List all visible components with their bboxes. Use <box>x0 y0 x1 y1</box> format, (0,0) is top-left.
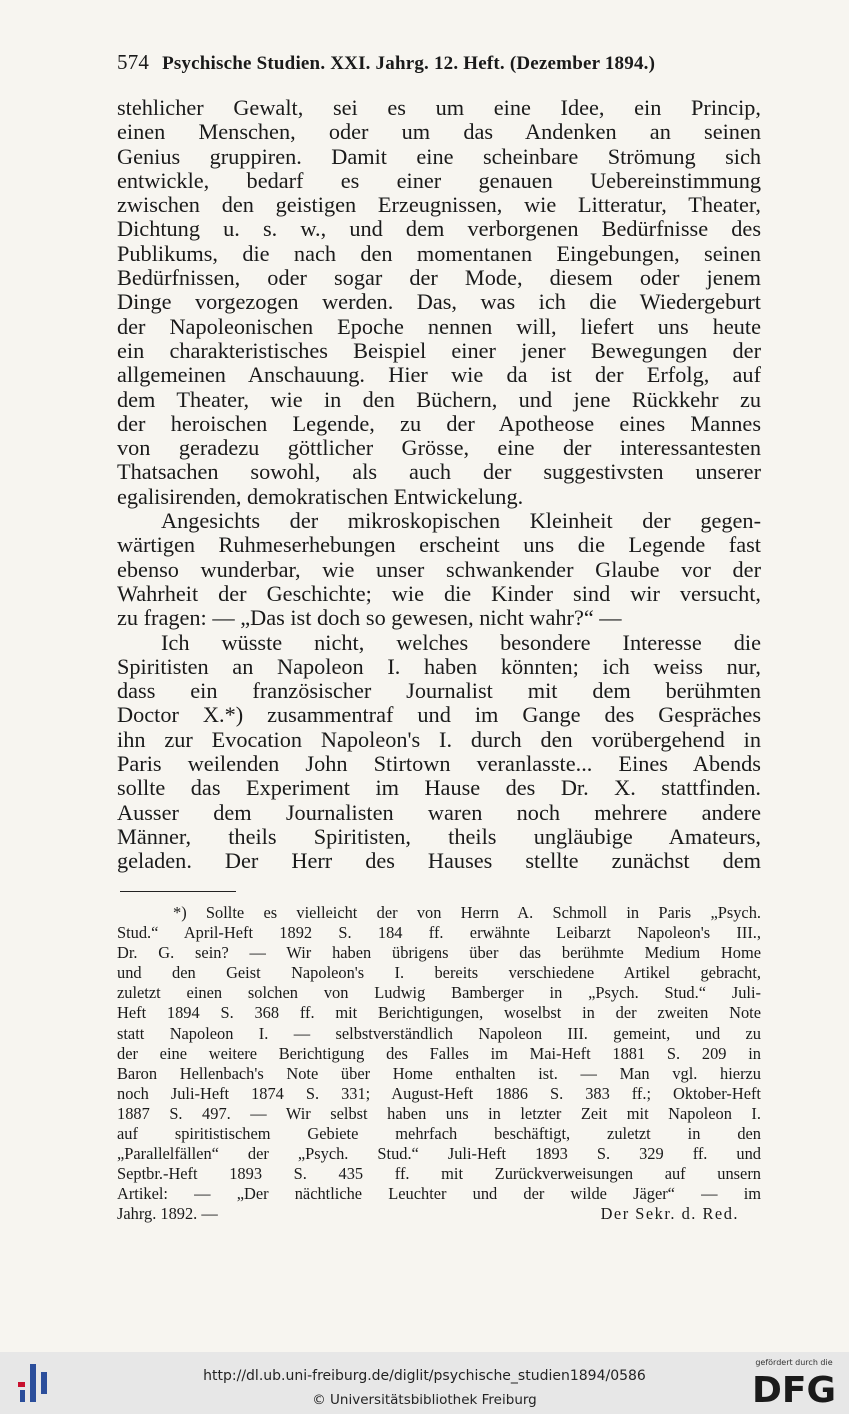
svg-text:DFG: DFG <box>751 1370 837 1407</box>
body-line: ebenso wunderbar, wie unser schwankender Glaube vor der <box>117 557 761 582</box>
body-line: von geradezu göttlicher Grösse, eine der interessantesten <box>117 436 761 461</box>
editor-signature: Der Sekr. d. Red. <box>600 1204 739 1224</box>
footnote-line: der eine weitere Berichtigung des Falles im Mai-Heft 1881 S. 209 in <box>117 1043 761 1063</box>
footnote-line: Heft 1894 S. 368 ff. mit Berichtigungen, woselbst in der zweiten Note <box>117 1003 761 1023</box>
page-number: 574 <box>117 50 150 74</box>
body-line: sollte das Experiment im Hause des Dr. X. stattfinden. <box>117 776 761 801</box>
running-title: Psychische Studien. XXI. Jahrg. 12. Heft. (Dezember 1894.) <box>162 53 656 74</box>
footnote <box>117 903 761 1225</box>
running-header <box>117 50 767 75</box>
body-line: Ich wüsste nicht, welches besondere Interesse die <box>161 630 761 655</box>
footnote-line: *) Sollte es vielleicht der von Herrn A. Schmoll in Paris „Psych. <box>173 903 761 922</box>
footnote-line: Jahrg. 1892. — <box>117 1204 218 1224</box>
body-line: Dichtung u. s. w., und dem verborgenen Bedürfnisse des <box>117 217 761 242</box>
body-line: der Napoleonischen Epoche nennen will, liefert uns heute <box>117 314 761 339</box>
footnote-line: noch Juli-Heft 1874 S. 331; August-Heft 1886 S. 383 ff.; Oktober-Heft <box>117 1083 761 1103</box>
body-line: Bedürfnissen, oder sogar der Mode, diesem oder jenem <box>117 266 761 291</box>
body-line: Männer, theils Spiritisten, theils ungläubige Amateurs, <box>117 824 761 849</box>
footnote-line: Artikel: — „Der nächtliche Leuchter und der wilde Jäger“ — im <box>117 1184 761 1204</box>
body-line: ein charakteristisches Beispiel einer jener Bewegungen der <box>117 338 761 363</box>
body-line: ihn zur Evocation Napoleon's I. durch den vorübergehend in <box>117 727 761 752</box>
body-line: wärtigen Ruhmeserhebungen erscheint uns die Legende fast <box>117 533 761 558</box>
copyright-notice: © Universitätsbibliothek Freiburg <box>312 1392 537 1408</box>
body-line: dass ein französischer Journalist mit dem berühmten <box>117 679 761 704</box>
body-line: Publikums, die nach den momentanen Eingebungen, seinen <box>117 241 761 266</box>
footnote-line: auf spiritistischem Gebiete mehrfach beschäftigt, zuletzt in den <box>117 1124 761 1144</box>
body-line: Thatsachen sowohl, als auch der suggestivsten unserer <box>117 460 761 485</box>
body-line: einen Menschen, oder um das Andenken an seinen <box>117 120 761 145</box>
footnote-line: „Parallelfällen“ der „Psych. Stud.“ Juli-Heft 1893 S. 329 ff. und <box>117 1144 761 1164</box>
body-line: Doctor X.*) zusammentraf und im Gange des Gespräches <box>117 703 761 728</box>
footnote-line: Dr. G. sein? — Wir haben übrigens über das berühmte Medium Home <box>117 943 761 963</box>
permalink-url[interactable]: http://dl.ub.uni-freiburg.de/diglit/psychische_studien1894/0586 <box>203 1368 646 1384</box>
dfg-funding-badge <box>748 1358 840 1410</box>
viewer-footer <box>0 1352 849 1414</box>
footnote-line: zuletzt einen solchen von Ludwig Bamberger in „Psych. Stud.“ Juli- <box>117 983 761 1003</box>
body-line: egalisirenden, demokratischen Entwickelung. <box>117 484 524 509</box>
footnote-separator <box>120 891 236 892</box>
body-line: Ausser dem Journalisten waren noch mehrere andere <box>117 800 761 825</box>
footnote-closing-line <box>117 1204 761 1224</box>
dfg-caption: gefördert durch die <box>755 1358 833 1367</box>
body-line: zu fragen: — „Das ist doch so gewesen, nicht wahr?“ — <box>117 606 622 631</box>
body-line: Wahrheit der Geschichte; wie die Kinder sind wir versucht, <box>117 581 761 606</box>
footnote-line: Septbr.-Heft 1893 S. 435 ff. mit Zurückverweisungen auf unsern <box>117 1164 761 1184</box>
body-line: zwischen den geistigen Erzeugnissen, wie Litteratur, Theater, <box>117 193 761 218</box>
body-line: Genius gruppiren. Damit eine scheinbare Strömung sich <box>117 144 761 169</box>
body-line: Angesichts der mikroskopischen Kleinheit der gegen- <box>161 509 761 534</box>
footnote-line: statt Napoleon I. — selbstverständlich Napoleon III. gemeint, und zu <box>117 1023 761 1043</box>
body-line: Paris weilenden John Stirtown veranlasste... Eines Abends <box>117 752 761 777</box>
footnote-line: 1887 S. 497. — Wir selbst haben uns in letzter Zeit mit Napoleon I. <box>117 1103 761 1123</box>
body-line: der heroischen Legende, zu der Apotheose eines Mannes <box>117 411 761 436</box>
footnote-line: Baron Hellenbach's Note über Home enthalten ist. — Man vgl. hierzu <box>117 1063 761 1083</box>
body-line: Spiritisten an Napoleon I. haben könnten; ich weiss nur, <box>117 654 761 679</box>
body-line: stehlicher Gewalt, sei es um eine Idee, ein Princip, <box>117 96 761 120</box>
body-line: entwickle, bedarf es einer genauen Uebereinstimmung <box>117 168 761 193</box>
body-line: Dinge vorgezogen werden. Das, was ich die Wiedergeburt <box>117 290 761 315</box>
footnote-line: Stud.“ April-Heft 1892 S. 184 ff. erwähnte Leibarzt Napoleon's III., <box>117 923 761 943</box>
body-line: allgemeinen Anschauung. Hier wie da ist der Erfolg, auf <box>117 363 761 388</box>
body-text <box>117 96 761 874</box>
body-line: geladen. Der Herr des Hauses stellte zunächst dem <box>117 849 761 874</box>
footnote-line: und den Geist Napoleon's I. bereits verschiedene Artikel gebracht, <box>117 963 761 983</box>
dfg-logo-icon <box>748 1369 840 1407</box>
body-line: dem Theater, wie in den Büchern, und jene Rückkehr zu <box>117 387 761 412</box>
